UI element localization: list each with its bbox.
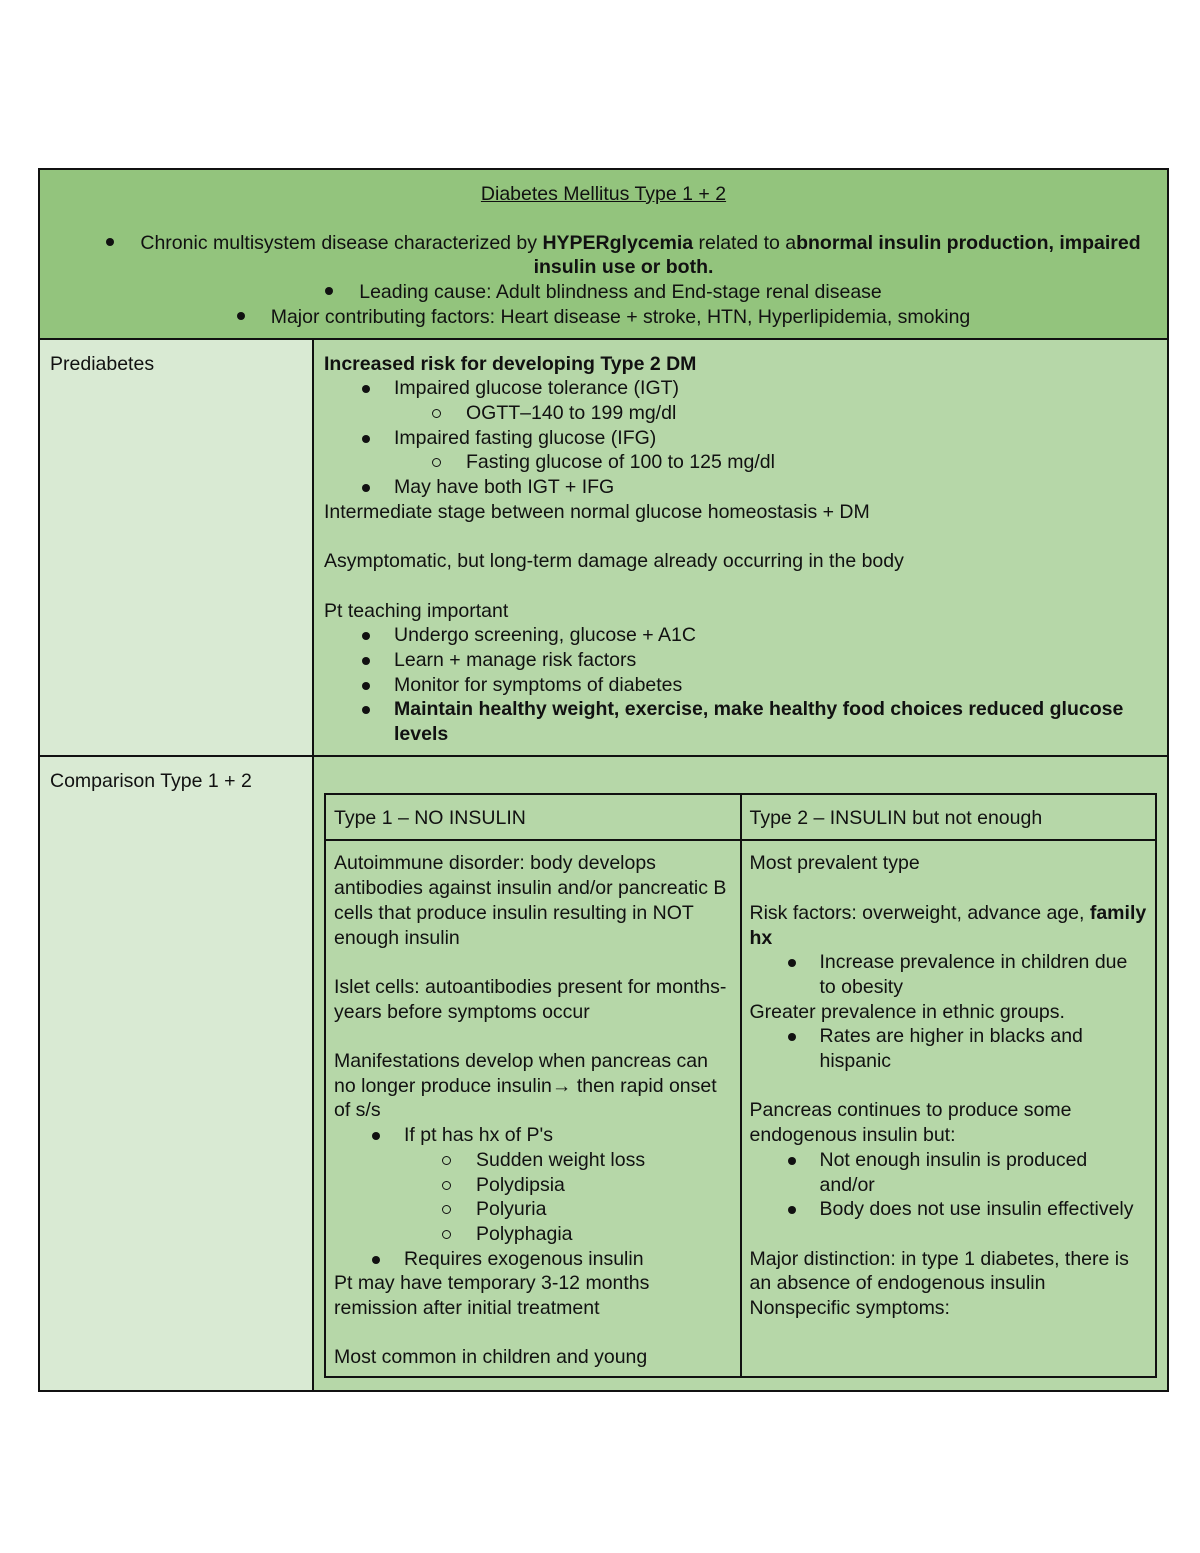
intermediate-text: Intermediate stage between normal glucose homeostasis + DM [324, 500, 870, 523]
teaching-heading: Pt teaching important [324, 599, 509, 622]
bullet-icon [237, 312, 245, 320]
list-item: Sudden weight loss [476, 1148, 732, 1173]
list-item: Undergo screening, glucose + A1C [394, 623, 1157, 648]
prediabetes-label: Prediabetes [40, 340, 314, 755]
header-bullet-1: Chronic multisystem disease characterized by HYPERglycemia related to abnormal insulin production, impaired insulin use or both. [50, 231, 1157, 280]
type2-header: Type 2 – INSULIN but not enough [741, 794, 1157, 841]
table-row [325, 840, 1156, 1377]
list-item: Polyphagia [476, 1222, 732, 1247]
bullet-icon [106, 238, 114, 246]
prediabetes-content [314, 340, 1167, 755]
page-title: Diabetes Mellitus Type 1 + 2 [480, 183, 727, 205]
type2-cell: Most prevalent type Risk factors: overweight, advance age, family hx Increase prevalence in children due to obesity Greater prevalence in ethnic groups. Rates are higher in blacks and hispanic Pancreas continues to produce some endogenous insulin but: Not enough insulin is produced and/or Body does not use insulin effectively Major distinction: in type 1 diabetes, there is an absence of endogenous insulin Nonspecific symptoms: [741, 840, 1157, 1377]
list-item: Polydipsia [476, 1173, 732, 1198]
list-item: Body does not use insulin effectively [820, 1197, 1148, 1222]
list-item: Monitor for symptoms of diabetes [394, 673, 1157, 698]
header-bullet-3: Major contributing factors: Heart disease + stroke, HTN, Hyperlipidemia, smoking [50, 305, 1157, 330]
list-item: OGTT–140 to 199 mg/dl [466, 401, 1157, 426]
table-row [325, 794, 1156, 841]
header-bullet-2: Leading cause: Adult blindness and End-stage renal disease [50, 280, 1157, 305]
type1-header: Type 1 – NO INSULIN [325, 794, 741, 841]
list-item: Maintain healthy weight, exercise, make healthy food choices reduced glucose levels [394, 697, 1157, 746]
prediabetes-heading: Increased risk for developing Type 2 DM [324, 352, 697, 375]
list-item: Impaired fasting glucose (IFG) Fasting glucose of 100 to 125 mg/dl [394, 426, 1157, 475]
asymptomatic-text: Asymptomatic, but long-term damage already occurring in the body [324, 550, 904, 573]
teaching-list [324, 623, 1157, 747]
list-item: Polyuria [476, 1197, 732, 1222]
list-item: If pt has hx of P's Sudden weight loss Polydipsia Polyuria Polyphagia [404, 1123, 732, 1247]
list-item: Learn + manage risk factors [394, 648, 1157, 673]
list-item: Increase prevalence in children due to obesity [820, 950, 1148, 999]
comparison-table [324, 793, 1157, 1378]
list-item: Requires exogenous insulin [404, 1247, 732, 1272]
list-item: Not enough insulin is produced and/or [820, 1148, 1148, 1197]
comparison-content [314, 757, 1167, 1390]
list-item: Impaired glucose tolerance (IGT) OGTT–140 to 199 mg/dl [394, 376, 1157, 425]
list-item: May have both IGT + IFG [394, 475, 1157, 500]
list-item: Rates are higher in blacks and hispanic [820, 1024, 1148, 1073]
prediabetes-row [40, 340, 1167, 757]
comparison-row [40, 757, 1167, 1390]
bullet-icon [325, 287, 333, 295]
prediabetes-list [324, 376, 1157, 500]
list-item: Fasting glucose of 100 to 125 mg/dl [466, 450, 1157, 475]
header-row [40, 170, 1167, 340]
comparison-label: Comparison Type 1 + 2 [40, 757, 314, 1390]
notes-table [38, 168, 1169, 1392]
type1-cell: Autoimmune disorder: body develops antibodies against insulin and/or pancreatic B cells that produce insulin resulting in NOT enough insulin Islet cells: autoantibodies present for months-years before symptoms occur Manifestations develop when pancreas can no longer produce insulin→ then rapid onset of s/s If pt has hx of P's Sudden weight loss Polydipsia Polyuria Polyphagia Requires exogenous insulin Pt may have temporary 3-12 months remission after initial treatment Most common in children and young [325, 840, 741, 1377]
